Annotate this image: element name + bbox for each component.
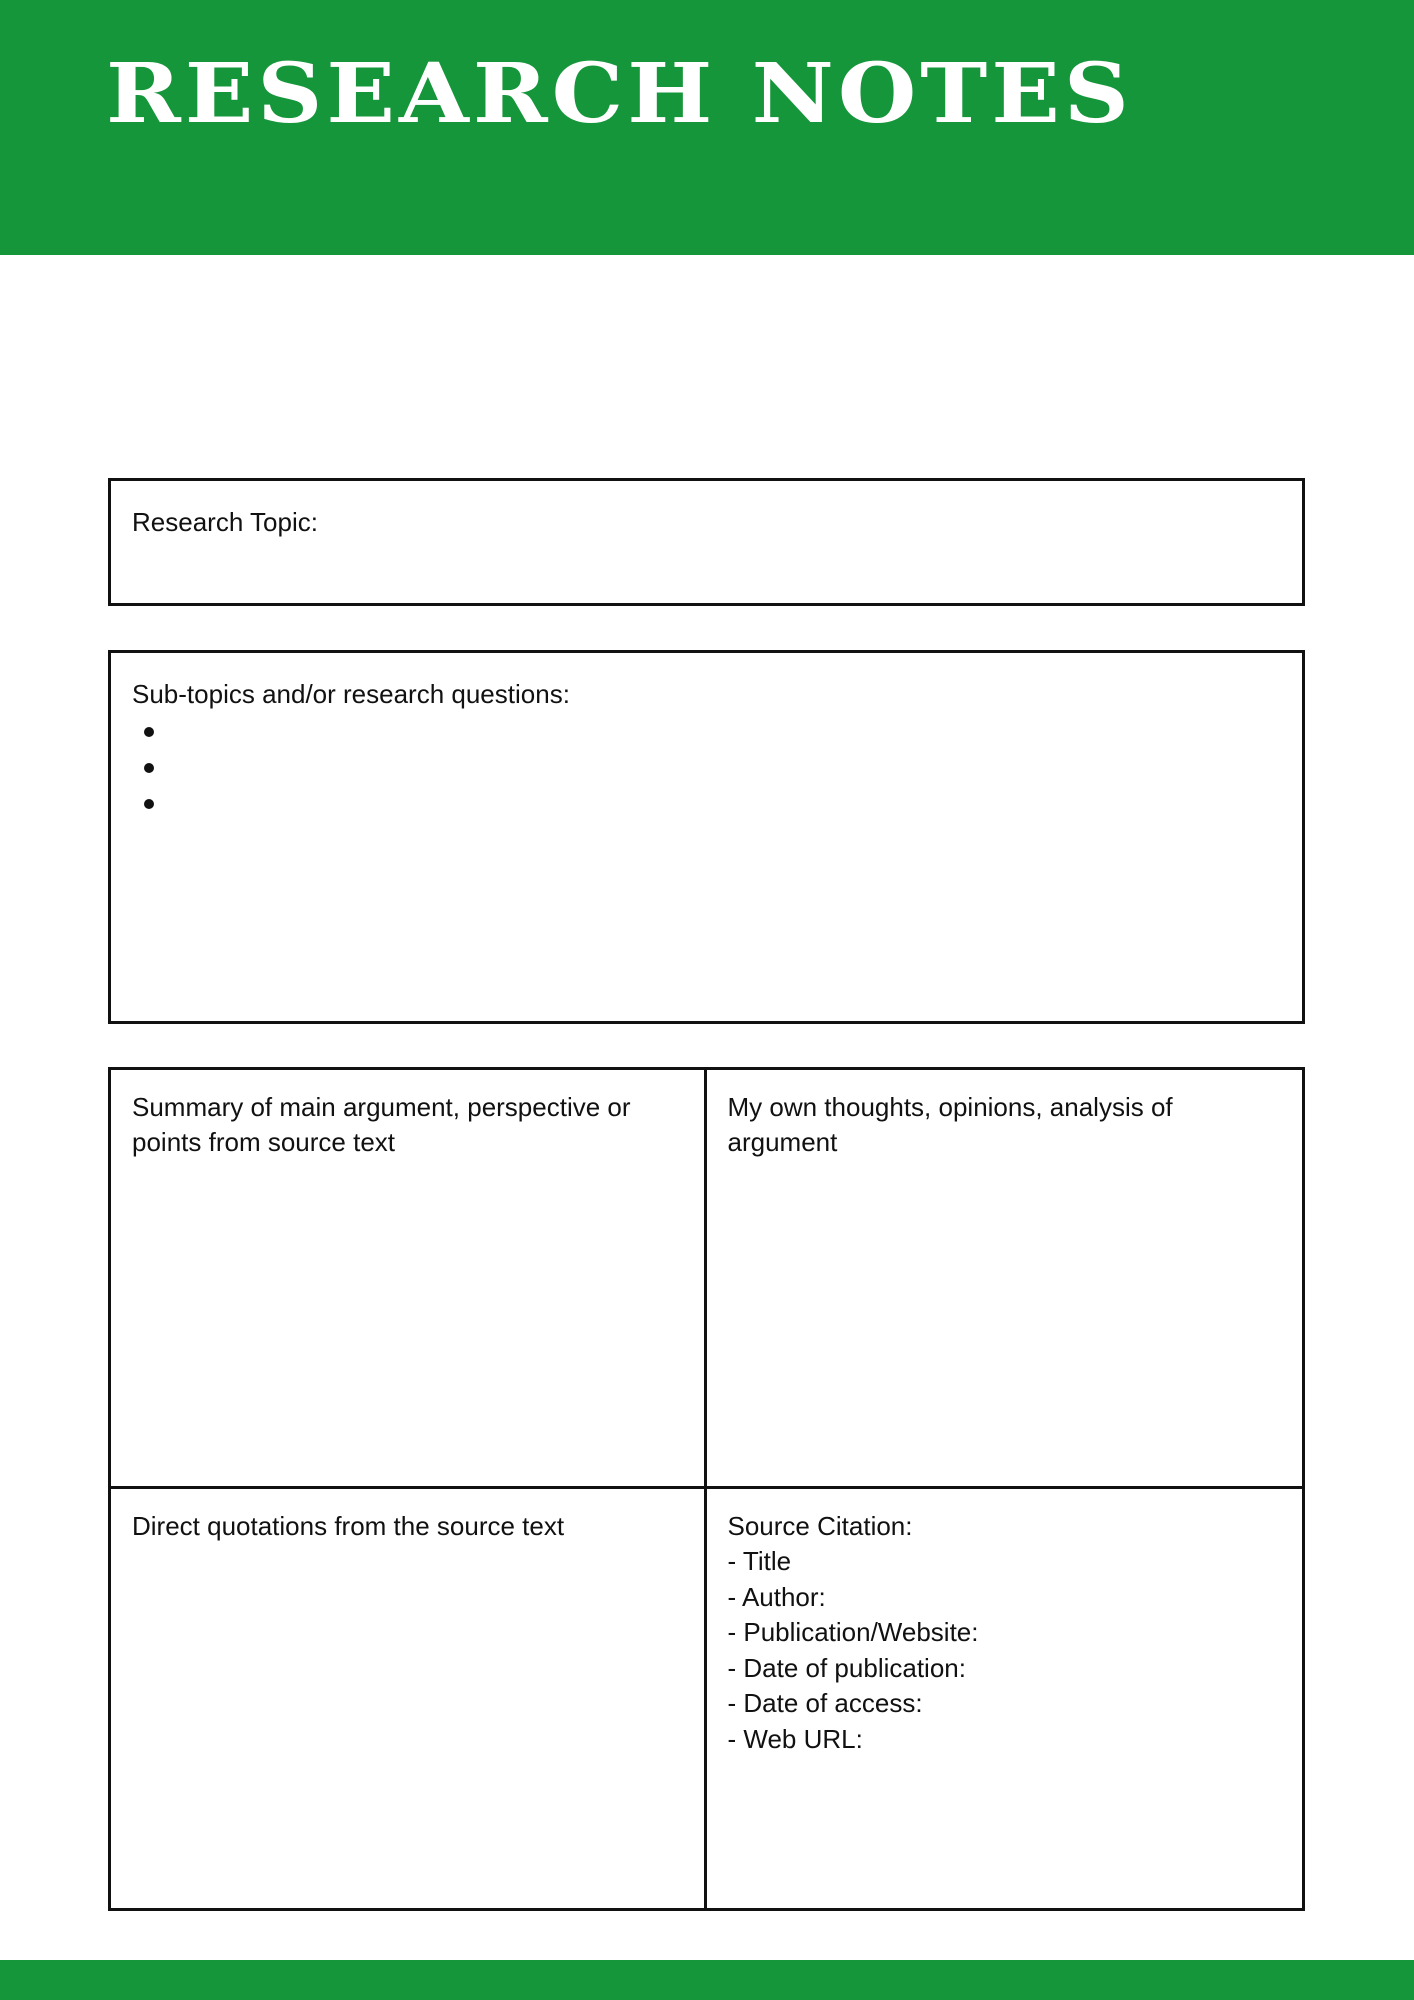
citation-item-publication: - Publication/Website: xyxy=(727,1617,979,1647)
header-banner xyxy=(0,0,1414,255)
citation-item-date-accessed: - Date of access: xyxy=(727,1688,923,1718)
footer-bar xyxy=(0,1960,1414,2000)
summary-label: Summary of main argument, perspective or points from source text xyxy=(132,1092,631,1157)
thoughts-label: My own thoughts, opinions, analysis of argument xyxy=(727,1092,1173,1157)
citation-block xyxy=(728,1509,1283,1757)
thoughts-cell[interactable] xyxy=(707,1070,1303,1489)
citation-list xyxy=(728,1544,1283,1757)
citation-cell[interactable] xyxy=(707,1489,1303,1908)
citation-label: Source Citation: xyxy=(727,1511,913,1541)
quotations-cell[interactable] xyxy=(111,1489,707,1908)
subtopic-bullet-2[interactable] xyxy=(132,751,332,787)
subtopics-box[interactable] xyxy=(108,650,1305,1024)
quotations-label: Direct quotations from the source text xyxy=(132,1511,565,1541)
citation-item-date-published: - Date of publication: xyxy=(727,1652,966,1683)
research-topic-label: Research Topic: xyxy=(132,507,318,537)
research-topic-box[interactable] xyxy=(108,478,1305,606)
subtopic-bullet-1[interactable] xyxy=(132,715,332,751)
citation-item-title: - Title xyxy=(727,1546,792,1576)
subtopics-label: Sub-topics and/or research questions: xyxy=(132,679,570,709)
citation-item-url: - Web URL: xyxy=(727,1723,863,1754)
page-title: RESEARCH NOTES xyxy=(106,44,1133,143)
citation-item-author: - Author: xyxy=(727,1581,826,1612)
summary-cell[interactable] xyxy=(111,1070,707,1489)
subtopics-list xyxy=(132,715,332,823)
notes-grid xyxy=(108,1067,1305,1911)
subtopic-bullet-3[interactable] xyxy=(132,787,332,823)
